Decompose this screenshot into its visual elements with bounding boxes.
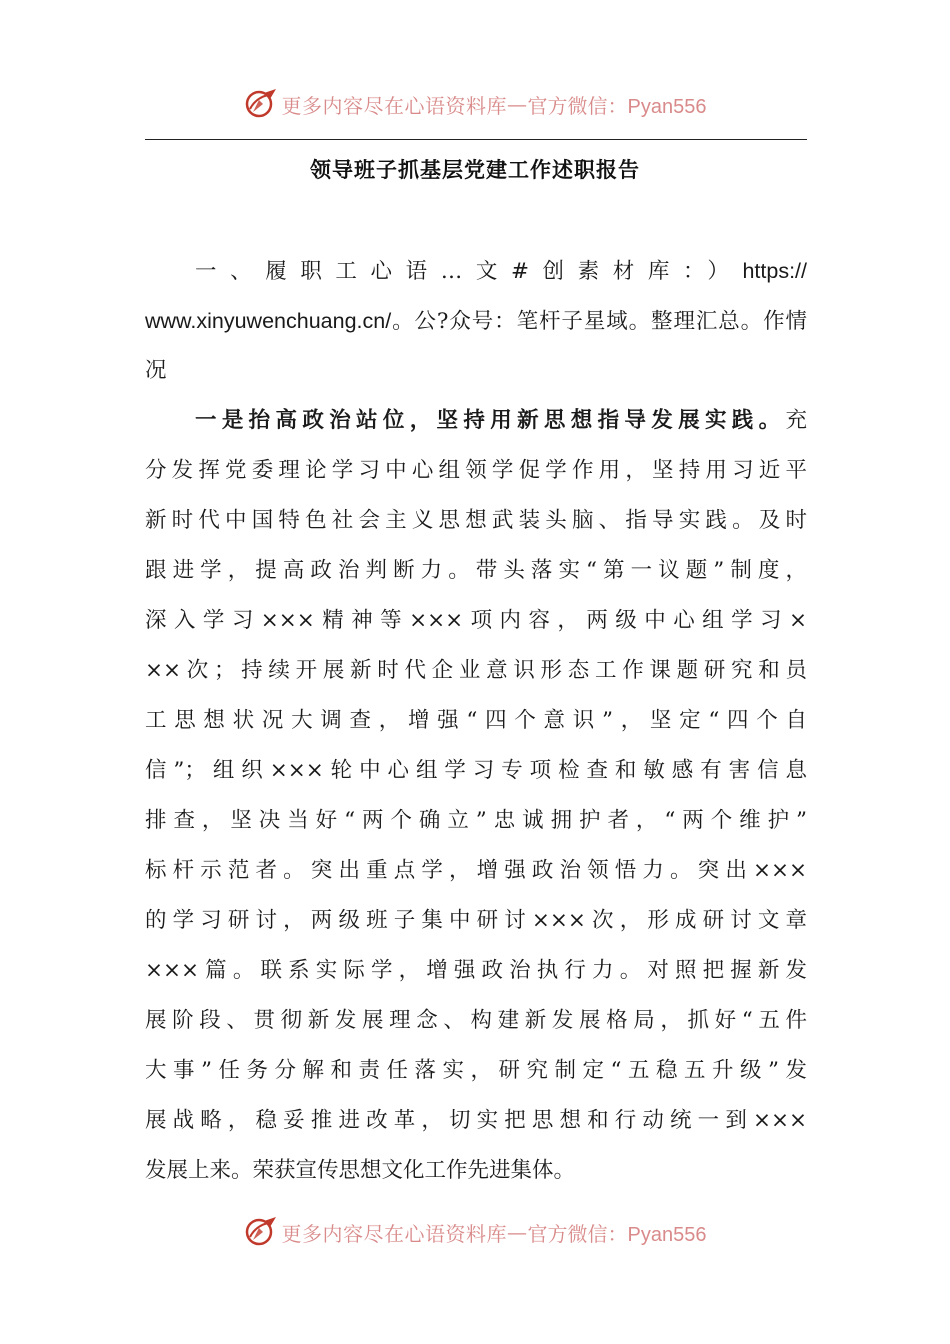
pen-circle-logo-icon bbox=[244, 1215, 278, 1249]
paragraph-line: 标杆示范者。突出重点学，增强政治领悟力。突出××× bbox=[145, 858, 807, 883]
paragraph-line1-rest: 充 bbox=[785, 408, 807, 433]
paragraph-line: 大事”任务分解和责任落实，研究制定“五稳五升级”发 bbox=[145, 1058, 807, 1083]
paragraph-line: 展战略，稳妥推进改革，切实把思想和行动统一到××× bbox=[145, 1108, 807, 1133]
banner-brand-text: 更多内容尽在心语资料库 bbox=[281, 93, 508, 118]
banner-dash: — bbox=[507, 92, 528, 116]
section-heading-line-1 bbox=[145, 246, 807, 296]
banner-brand-text: 更多内容尽在心语资料库 bbox=[281, 1221, 508, 1246]
paragraph-line: 分发挥党委理论学习中心组领学促学作用，坚持用习近平 bbox=[145, 458, 807, 483]
paragraph-line: 新时代中国特色社会主义思想武装头脑、指导实践。及时 bbox=[145, 508, 807, 533]
paragraph-line-1 bbox=[145, 396, 807, 446]
paragraph-bold-lead: 一是抬高政治站位，坚持用新思想指导发展实践。 bbox=[195, 408, 786, 433]
paragraph-line: ××次；持续开展新时代企业意识形态工作课题研究和员 bbox=[145, 658, 807, 683]
section-heading-line-2 bbox=[145, 296, 807, 346]
banner-wechat-text: 官方微信：Pyan556 bbox=[527, 1223, 707, 1246]
paragraph-line: 信”；组织×××轮中心组学习专项检查和敏感有害信息 bbox=[145, 758, 807, 783]
header-rule bbox=[145, 139, 807, 140]
banner-wechat-text: 官方微信：Pyan556 bbox=[527, 95, 707, 118]
header-watermark-banner bbox=[0, 84, 950, 124]
paragraph-line: 展阶段、贯彻新发展理念、构建新发展格局，抓好“五件 bbox=[145, 1008, 807, 1033]
pen-circle-logo-icon bbox=[244, 87, 278, 121]
paragraph-line: 工思想状况大调查，增强“四个意识”，坚定“四个自 bbox=[145, 708, 807, 733]
section-heading-line-3: 况 bbox=[145, 358, 167, 383]
paragraph-line: ×××篇。联系实际学，增强政治执行力。对照把握新发 bbox=[145, 958, 807, 983]
document-body bbox=[145, 246, 807, 1196]
footer-watermark-banner bbox=[0, 1212, 950, 1252]
section-heading-line2-rest: 。公?众号：笔杆子星域。整理汇总。作情 bbox=[391, 309, 807, 334]
section-heading-url-part1: https:// bbox=[742, 259, 807, 283]
paragraph-line: 的学习研讨，两级班子集中研讨×××次，形成研讨文章 bbox=[145, 908, 807, 933]
paragraph-line: 排查，坚决当好“两个确立”忠诚拥护者，“两个维护” bbox=[145, 808, 807, 833]
paragraph-line: 跟进学，提高政治判断力。带头落实“第一议题”制度， bbox=[145, 558, 807, 583]
document-title: 领导班子抓基层党建工作述职报告 bbox=[310, 157, 640, 182]
paragraph-line: 深入学习×××精神等×××项内容，两级中心组学习× bbox=[145, 608, 807, 633]
banner-dash: — bbox=[507, 1220, 528, 1244]
section-heading-url-part2: www.xinyuwenchuang.cn/ bbox=[145, 309, 392, 333]
paragraph-last-line: 发展上来。荣获宣传思想文化工作先进集体。 bbox=[145, 1158, 576, 1183]
section-heading-prefix: 一、履职工心语…文#创素材库：） bbox=[195, 259, 743, 284]
